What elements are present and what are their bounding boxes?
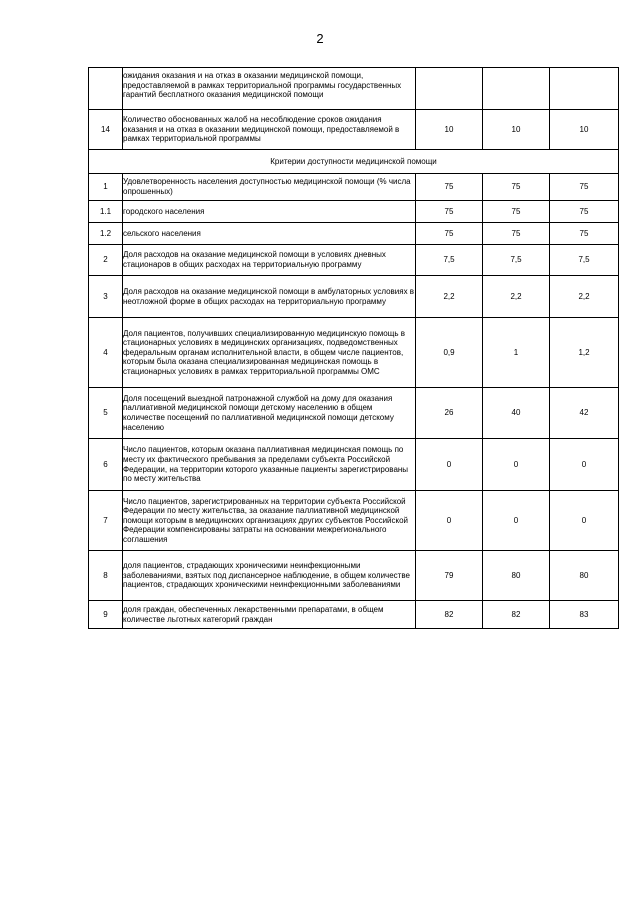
row-value-3: 75 xyxy=(550,201,619,223)
row-value-3: 0 xyxy=(550,491,619,551)
row-number: 9 xyxy=(89,601,123,629)
row-number: 8 xyxy=(89,551,123,601)
row-value-2: 40 xyxy=(483,388,550,439)
row-value-2: 2,2 xyxy=(483,276,550,318)
table-row xyxy=(89,174,619,201)
row-text: Доля посещений выездной патронажной службой на дому для оказания паллиативной медицинской помощи детскому населению в общем количестве посещений по паллиативной медицинской помощи детскому населению xyxy=(123,388,416,439)
row-value-2: 75 xyxy=(483,223,550,245)
row-value-2: 0 xyxy=(483,439,550,491)
row-value-2: 10 xyxy=(483,110,550,150)
table-row xyxy=(89,318,619,388)
row-value-1: 0,9 xyxy=(416,318,483,388)
row-number: 7 xyxy=(89,491,123,551)
table-row xyxy=(89,223,619,245)
row-value-2: 7,5 xyxy=(483,245,550,276)
row-text: ожидания оказания и на отказ в оказании медицинской помощи, предоставляемой в рамках территориальной программы государственных гарантий бесплатного оказания медицинской помощи xyxy=(123,68,416,110)
row-text: Доля расходов на оказание медицинской помощи в условиях дневных стационаров в общих расходах на территориальную программу xyxy=(123,245,416,276)
row-number: 3 xyxy=(89,276,123,318)
row-text: Доля пациентов, получивших специализированную медицинскую помощь в стационарных условиях в медицинских организациях, подведомственных федеральным органам исполнительной власти, в общем числе пациентов, которым была оказана специализированная медицинская помощь в стационарных условиях в рамках территориальной программы ОМС xyxy=(123,318,416,388)
row-value-2: 1 xyxy=(483,318,550,388)
row-value-1: 2,2 xyxy=(416,276,483,318)
row-value-3: 2,2 xyxy=(550,276,619,318)
table-row xyxy=(89,551,619,601)
row-value-1: 75 xyxy=(416,174,483,201)
row-number: 4 xyxy=(89,318,123,388)
row-value-3: 7,5 xyxy=(550,245,619,276)
row-value-1 xyxy=(416,68,483,110)
row-text: доля пациентов, страдающих хроническими неинфекционными заболеваниями, взятых под диспансерное наблюдение, в общем количестве пациентов, страдающих хроническими неинфекционными заболеваниями xyxy=(123,551,416,601)
table-row xyxy=(89,110,619,150)
row-value-2: 82 xyxy=(483,601,550,629)
row-value-1: 0 xyxy=(416,491,483,551)
row-text: Число пациентов, зарегистрированных на территории субъекта Российской Федерации по месту жительства, за оказание паллиативной медицинской помощи которым в медицинских организациях других субъектов Российской Федерации компенсированы затраты на основании межрегионального соглашения xyxy=(123,491,416,551)
row-number: 1.1 xyxy=(89,201,123,223)
row-value-2: 0 xyxy=(483,491,550,551)
table-row xyxy=(89,276,619,318)
row-value-1: 7,5 xyxy=(416,245,483,276)
row-text: Число пациентов, которым оказана паллиативная медицинская помощь по месту их фактического пребывания за пределами субъекта Российской Федерации, на территории которого указанные пациенты зарегистрированы по месту жительства xyxy=(123,439,416,491)
row-text: городского населения xyxy=(123,201,416,223)
row-value-2 xyxy=(483,68,550,110)
row-number: 14 xyxy=(89,110,123,150)
row-value-3: 75 xyxy=(550,174,619,201)
row-value-3: 80 xyxy=(550,551,619,601)
row-value-3: 42 xyxy=(550,388,619,439)
row-number: 1 xyxy=(89,174,123,201)
row-value-2: 75 xyxy=(483,174,550,201)
row-value-2: 75 xyxy=(483,201,550,223)
table-row xyxy=(89,201,619,223)
row-value-3: 83 xyxy=(550,601,619,629)
row-value-1: 82 xyxy=(416,601,483,629)
table-row xyxy=(89,439,619,491)
row-number xyxy=(89,68,123,110)
row-text: Доля расходов на оказание медицинской помощи в амбулаторных условиях в неотложной форме в общих расходах на территориальную программу xyxy=(123,276,416,318)
row-value-2: 80 xyxy=(483,551,550,601)
row-value-1: 26 xyxy=(416,388,483,439)
row-text: Удовлетворенность населения доступностью медицинской помощи (% числа опрошенных) xyxy=(123,174,416,201)
row-value-3: 0 xyxy=(550,439,619,491)
row-text: Количество обоснованных жалоб на несоблюдение сроков ожидания оказания и на отказ в оказании медицинской помощи, предоставляемой в рамках территориальной программы xyxy=(123,110,416,150)
row-value-3: 1,2 xyxy=(550,318,619,388)
row-value-1: 79 xyxy=(416,551,483,601)
table-row xyxy=(89,388,619,439)
row-text: сельского населения xyxy=(123,223,416,245)
row-value-1: 0 xyxy=(416,439,483,491)
row-number: 5 xyxy=(89,388,123,439)
row-number: 2 xyxy=(89,245,123,276)
table-row xyxy=(89,245,619,276)
criteria-table xyxy=(88,67,619,629)
row-value-1: 75 xyxy=(416,223,483,245)
row-number: 1.2 xyxy=(89,223,123,245)
section-header-row xyxy=(89,150,619,174)
table-row xyxy=(89,491,619,551)
row-value-1: 10 xyxy=(416,110,483,150)
row-value-3: 10 xyxy=(550,110,619,150)
section-title: Критерии доступности медицинской помощи xyxy=(89,150,619,174)
page-number: 2 xyxy=(316,31,324,46)
row-value-3: 75 xyxy=(550,223,619,245)
row-text: доля граждан, обеспеченных лекарственными препаратами, в общем количестве льготных категорий граждан xyxy=(123,601,416,629)
table-row xyxy=(89,68,619,110)
row-value-3 xyxy=(550,68,619,110)
row-number: 6 xyxy=(89,439,123,491)
table-row xyxy=(89,601,619,629)
row-value-1: 75 xyxy=(416,201,483,223)
